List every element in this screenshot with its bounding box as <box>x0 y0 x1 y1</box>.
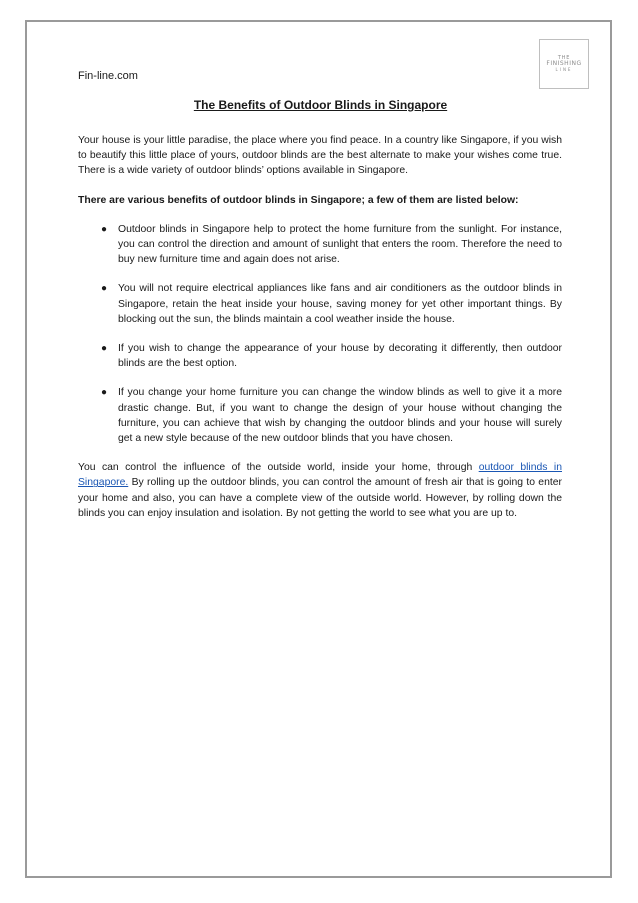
benefit-text: If you change your home furniture you can change the window blinds as well to give it a more drastic change. But, if you want to change the design of your house without changing the furniture, you can achieve that wish by changing the outdoor blinds and your house will surely get a new style because of the new outdoor blinds that you have chosen. <box>118 387 562 445</box>
benefits-heading: There are various benefits of outdoor blinds in Singapore; a few of them are listed below: <box>78 194 519 206</box>
bullet-dot-icon: ● <box>100 223 108 235</box>
closing-paragraph <box>78 460 562 521</box>
bullet-dot-icon: ● <box>100 283 108 295</box>
benefit-text: If you wish to change the appearance of your house by decorating it differently, then outdoor blinds are the best option. <box>118 343 562 370</box>
site-label: Fin-line.com <box>78 70 138 82</box>
document-page <box>25 20 612 878</box>
bullet-dot-icon: ● <box>100 343 108 355</box>
logo-line-3: LINE <box>555 67 573 72</box>
benefit-item <box>78 281 562 327</box>
the-finishing-line-logo <box>539 39 589 89</box>
bullet-dot-icon: ● <box>100 387 108 399</box>
logo-line-1: THE <box>557 55 571 61</box>
outdoor-blinds-link[interactable]: outdoor blinds in Singapore. <box>78 462 562 489</box>
benefit-item <box>78 341 562 371</box>
logo-line-2: FINISHING <box>546 60 582 67</box>
benefit-item <box>78 385 562 446</box>
benefit-text: Outdoor blinds in Singapore help to protect the home furniture from the sunlight. For instance, you can control the direction and amount of sunlight that enters the room. Therefore the need to buy new furniture time and again does not arise. <box>118 223 562 266</box>
benefits-list <box>78 222 562 446</box>
benefit-item <box>78 222 562 268</box>
benefit-text: You will not require electrical appliances like fans and air conditioners as the outdoor blinds in Singapore, retain the heat inside your house, saving money for yet other important things. By blocking out the sun, the blinds maintain a cool weather inside the house. <box>118 283 562 325</box>
document-title: The Benefits of Outdoor Blinds in Singapore <box>193 98 448 112</box>
closing-text-before-link: You can control the influence of the outside world, inside your home, through <box>78 462 479 474</box>
document-content <box>78 133 562 521</box>
closing-text-after-link: By rolling up the outdoor blinds, you can control the amount of fresh air that is going to enter your home and also, you can have a complete view of the outside world. However, by rolling down the blinds you can enjoy insulation and isolation. By not getting the world to see what you are up to. <box>78 477 562 519</box>
intro-paragraph: Your house is your little paradise, the place where you find peace. In a country like Singapore, if you wish to beautify this little place of yours, outdoor blinds are the best alternate to make your wishes come true. There is a wide variety of outdoor blinds’ options available in Singapore. <box>78 135 562 177</box>
